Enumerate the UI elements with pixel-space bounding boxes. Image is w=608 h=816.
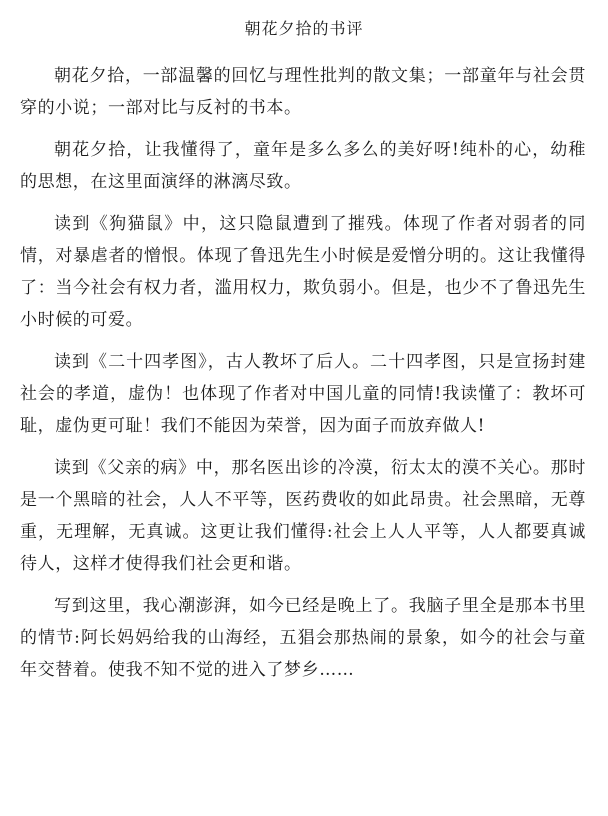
document-title: 朝花夕拾的书评 <box>244 19 364 38</box>
paragraph-intro: 朝花夕拾，一部温馨的回忆与理性批判的散文集；一部童年与社会贯穿的小说；一部对比与反衬的书本。 <box>20 66 586 118</box>
paragraph-childhood: 朝花夕拾，让我懂得了，童年是多么多么的美好呀!纯朴的心，幼稚的思想，在这里面演绎的淋漓尽致。 <box>20 140 586 192</box>
document-body <box>20 60 586 686</box>
paragraph-twenty-four-filial: 读到《二十四孝图》，古人教坏了后人。二十四孝图，只是宣扬封建社会的孝道，虚伪！也体现了作者对中国儿童的同情!我读懂了：教坏可耻，虚伪更可耻！我们不能因为荣誉，因为面子而放弃做人! <box>20 352 586 436</box>
paragraph-conclusion: 写到这里，我心潮澎湃，如今已经是晚上了。我脑子里全是那本书里的情节:阿长妈妈给我的山海经，五猖会那热闹的景象，如今的社会与童年交替着。使我不知不觉的进入了梦乡…… <box>20 596 586 680</box>
paragraph-fathers-illness: 读到《父亲的病》中，那名医出诊的冷漠，衍太太的漠不关心。那时是一个黑暗的社会，人人不平等，医药费收的如此昂贵。社会黑暗，无尊重，无理解，无真诚。这更让我们懂得:社会上人人平等，人人都要真诚待人，这样才使得我们社会更和谐。 <box>20 458 586 574</box>
paragraph-dog-cat-mouse: 读到《狗猫鼠》中，这只隐鼠遭到了摧残。体现了作者对弱者的同情，对暴虐者的憎恨。体现了鲁迅先生小时候是爱憎分明的。这让我懂得了：当今社会有权力者，滥用权力，欺负弱小。但是，也少不了鲁迅先生小时候的可爱。 <box>20 214 586 330</box>
